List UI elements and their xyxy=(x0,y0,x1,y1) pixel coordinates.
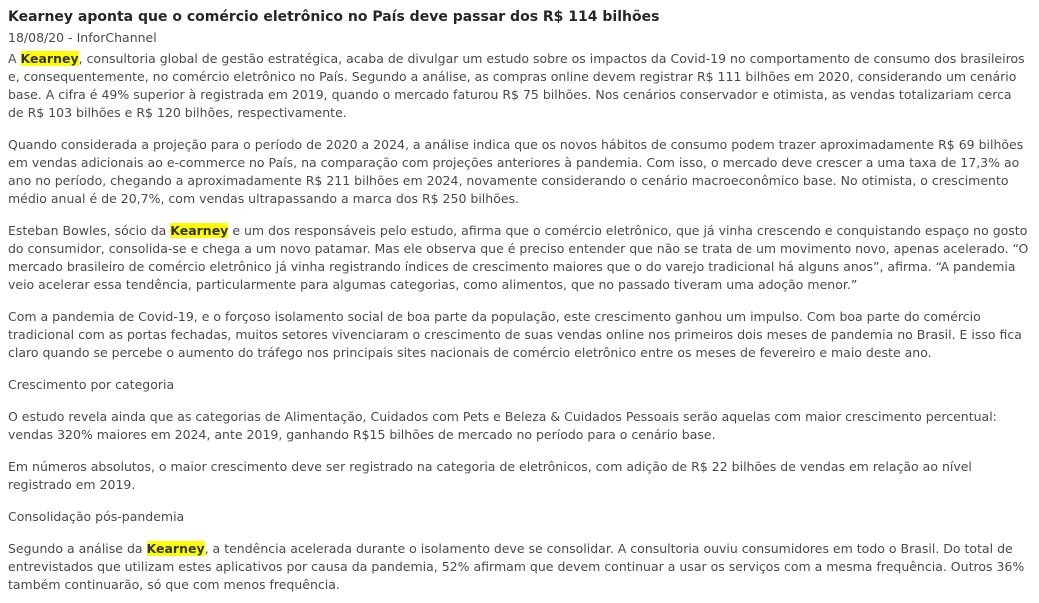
article-paragraph: O estudo revela ainda que as categorias de Alimentação, Cuidados com Pets e Beleza & Cuidados Pessoais serão aquelas com maior crescimento percentual: vendas 320% maiores em 2024, ante 2019, ganhando R$15 bilhões de mercado no período para o cenário base. xyxy=(8,409,997,442)
section-heading: Consolidação pós-pandemia xyxy=(8,509,185,524)
highlighted-term: Kearney xyxy=(170,223,229,238)
article-paragraph: A Kearney, consultoria global de gestão estratégica, acaba de divulgar um estudo sobre os impactos da Covid-19 no comportamento de consumo dos brasileiros e, consequentemente, no comércio eletrônico no País. Segundo a análise, as compras online devem registrar R$ 111 bilhões em 2020, considerando um cenário base. A cifra é 49% superior à registrada em 2019, quando o mercado faturou R$ 75 bilhões. Nos cenários conservador e otimista, as vendas totalizariam cerca de R$ 103 bilhões e R$ 120 bilhões, respectivamente. xyxy=(8,51,1025,120)
article-body xyxy=(8,50,1031,594)
article-paragraph: Esteban Bowles, sócio da Kearney e um dos responsáveis pelo estudo, afirma que o comércio eletrônico, que já vinha crescendo e conquistando espaço no gosto do consumidor, consolida-se e chega a um novo patamar. Mas ele observa que é preciso entender que não se trata de um movimento novo, apenas acelerado. “O mercado brasileiro de comércio eletrônico já vinha registrando índices de crescimento maiores que o do varejo tradicional há alguns anos”, afirma. “A pandemia veio acelerar essa tendência, particularmente para algumas categorias, como alimentos, que no passado tiveram uma adoção menor.” xyxy=(8,223,1029,292)
section-heading: Crescimento por categoria xyxy=(8,377,175,392)
article-paragraph: Em números absolutos, o maior crescimento deve ser registrado na categoria de eletrônicos, com adição de R$ 22 bilhões de vendas em relação ao nível registrado em 2019. xyxy=(8,459,972,492)
article-paragraph: Quando considerada a projeção para o período de 2020 a 2024, a análise indica que os novos hábitos de consumo podem trazer aproximadamente R$ 69 bilhões em vendas adicionais ao e-commerce no País, na comparação com projeções anteriores à pandemia. Com isso, o mercado deve crescer a uma taxa de 17,3% ao ano no período, chegando a aproximadamente R$ 211 bilhões em 2024, novamente considerando o cenário macroeconômico base. No otimista, o crescimento médio anual é de 20,7%, com vendas ultrapassando a marca dos R$ 250 bilhões. xyxy=(8,137,1024,206)
page-title: Kearney aponta que o comércio eletrônico no País deve passar dos R$ 114 bilhões xyxy=(8,9,660,25)
article-paragraph: Segundo a análise da Kearney, a tendência acelerada durante o isolamento deve se consolidar. A consultoria ouviu consumidores em todo o Brasil. Do total de entrevistados que utilizam estes aplicativos por causa da pandemia, 52% afirmam que devem continuar a usar os serviços com a mesma frequência. Outros 36% também continuarão, só que com menos frequência. xyxy=(8,541,1025,592)
highlighted-term: Kearney xyxy=(20,51,79,66)
date-line: 18/08/20 - InforChannel xyxy=(8,30,157,45)
highlighted-term: Kearney xyxy=(146,541,205,556)
article-paragraph: Com a pandemia de Covid-19, e o forçoso isolamento social de boa parte da população, este crescimento ganhou um impulso. Com boa parte do comércio tradicional com as portas fechadas, muitos setores vivenciaram o crescimento de suas vendas online nos primeiros dois meses de pandemia no Brasil. E isso fica claro quando se percebe o aumento do tráfego nos principais sites nacionais de comércio eletrônico entre os meses de fevereiro e maio deste ano. xyxy=(8,309,1022,360)
